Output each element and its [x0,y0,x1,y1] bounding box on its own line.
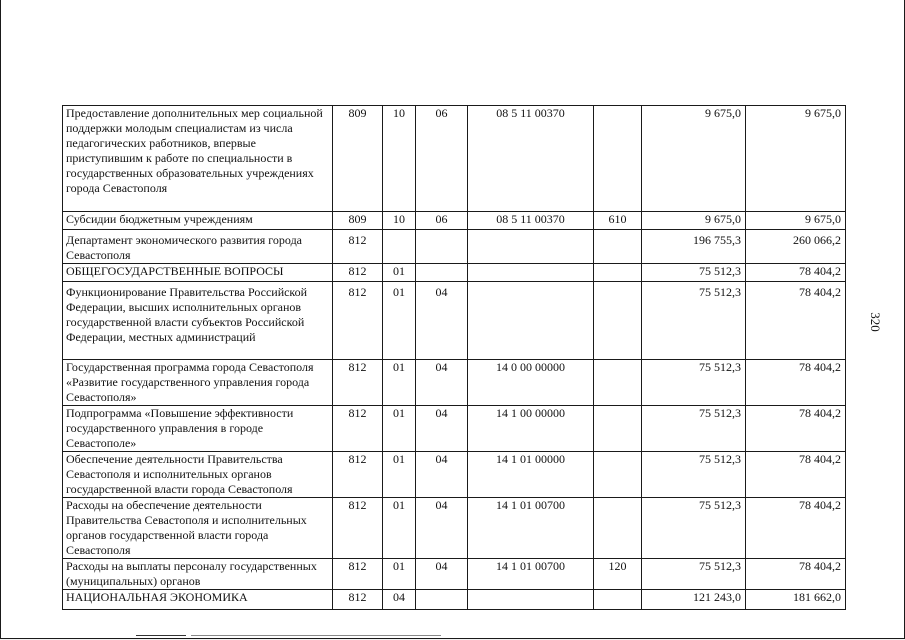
cell-vr [594,590,642,610]
cell-sum-2: 181 662,0 [746,590,846,610]
cell-csr [468,264,594,282]
cell-csr: 08 5 11 00370 [468,212,594,230]
cell-sum-1: 75 512,3 [642,559,746,590]
page-number: 320 [868,312,883,332]
cell-ved: 809 [333,212,383,230]
cell-name: ОБЩЕГОСУДАРСТВЕННЫЕ ВОПРОСЫ [63,264,333,282]
cell-csr: 14 1 00 00000 [468,406,594,452]
cell-ved: 812 [333,264,383,282]
cell-name: НАЦИОНАЛЬНАЯ ЭКОНОМИКА [63,590,333,610]
cell-ved: 812 [333,559,383,590]
cell-vr [594,230,642,264]
cell-sum-1: 196 755,3 [642,230,746,264]
table-row [63,212,846,230]
cell-rz [383,230,416,264]
cell-csr: 14 1 01 00700 [468,559,594,590]
cell-name: Расходы на обеспечение деятельности Правительства Севастополя и исполнительных органов государственной власти города Севастополя [63,498,333,559]
cell-sum-1: 121 243,0 [642,590,746,610]
budget-table [62,105,846,610]
cell-vr [594,452,642,498]
cell-rz: 01 [383,498,416,559]
footer-rule [191,635,441,636]
cell-rz: 10 [383,212,416,230]
cell-csr: 14 0 00 00000 [468,360,594,406]
cell-pr [416,590,468,610]
cell-vr [594,406,642,452]
cell-sum-2: 78 404,2 [746,498,846,559]
table-row [63,406,846,452]
cell-sum-2: 260 066,2 [746,230,846,264]
cell-rz: 01 [383,360,416,406]
cell-vr [594,106,642,212]
cell-name: Департамент экономического развития города Севастополя [63,230,333,264]
cell-ved: 812 [333,498,383,559]
table-row [63,230,846,264]
cell-rz: 01 [383,452,416,498]
table-row [63,282,846,360]
cell-ved: 812 [333,230,383,264]
cell-rz: 04 [383,590,416,610]
cell-ved: 812 [333,282,383,360]
cell-ved: 809 [333,106,383,212]
cell-ved: 812 [333,590,383,610]
table-row [63,264,846,282]
cell-pr: 06 [416,212,468,230]
cell-sum-2: 78 404,2 [746,406,846,452]
cell-sum-2: 78 404,2 [746,264,846,282]
cell-csr [468,590,594,610]
cell-pr: 04 [416,452,468,498]
cell-vr [594,282,642,360]
cell-sum-1: 75 512,3 [642,498,746,559]
cell-vr [594,360,642,406]
cell-pr: 04 [416,360,468,406]
cell-sum-2: 78 404,2 [746,282,846,360]
cell-ved: 812 [333,406,383,452]
cell-csr: 08 5 11 00370 [468,106,594,212]
cell-sum-2: 9 675,0 [746,212,846,230]
cell-name: Предоставление дополнительных мер социальной поддержки молодым специалистам из числа педагогических работников, впервые приступившим к работе по специальности в государственных образовательных учреждениях города Севастополя [63,106,333,212]
table-row [63,106,846,212]
table-row [63,498,846,559]
cell-name: Подпрограмма «Повышение эффективности государственного управления в городе Севастополе» [63,406,333,452]
table-row [63,452,846,498]
cell-name: Субсидии бюджетным учреждениям [63,212,333,230]
cell-csr: 14 1 01 00700 [468,498,594,559]
cell-sum-1: 75 512,3 [642,406,746,452]
table-row [63,559,846,590]
cell-pr: 04 [416,282,468,360]
cell-sum-1: 75 512,3 [642,360,746,406]
footer-rule [136,635,186,636]
cell-rz: 01 [383,559,416,590]
cell-csr [468,282,594,360]
cell-rz: 01 [383,264,416,282]
cell-sum-2: 9 675,0 [746,106,846,212]
cell-sum-1: 9 675,0 [642,212,746,230]
cell-name: Обеспечение деятельности Правительства Севастополя и исполнительных органов государственной власти города Севастополя [63,452,333,498]
cell-ved: 812 [333,452,383,498]
cell-name: Расходы на выплаты персоналу государственных (муниципальных) органов [63,559,333,590]
cell-pr: 04 [416,559,468,590]
cell-sum-1: 75 512,3 [642,282,746,360]
cell-pr: 04 [416,406,468,452]
cell-pr [416,230,468,264]
cell-csr [468,230,594,264]
cell-pr [416,264,468,282]
cell-sum-2: 78 404,2 [746,452,846,498]
cell-vr: 120 [594,559,642,590]
cell-sum-1: 9 675,0 [642,106,746,212]
cell-ved: 812 [333,360,383,406]
cell-rz: 01 [383,406,416,452]
table-row [63,360,846,406]
cell-vr [594,264,642,282]
cell-rz: 10 [383,106,416,212]
cell-rz: 01 [383,282,416,360]
cell-sum-1: 75 512,3 [642,264,746,282]
cell-vr [594,498,642,559]
cell-csr: 14 1 01 00000 [468,452,594,498]
cell-pr: 06 [416,106,468,212]
cell-pr: 04 [416,498,468,559]
cell-vr: 610 [594,212,642,230]
cell-sum-2: 78 404,2 [746,559,846,590]
cell-name: Государственная программа города Севастополя «Развитие государственного управления города Севастополя» [63,360,333,406]
cell-name: Функционирование Правительства Российской Федерации, высших исполнительных органов государственной власти субъектов Российской Федерации, местных администраций [63,282,333,360]
table-row [63,590,846,610]
cell-sum-2: 78 404,2 [746,360,846,406]
cell-sum-1: 75 512,3 [642,452,746,498]
